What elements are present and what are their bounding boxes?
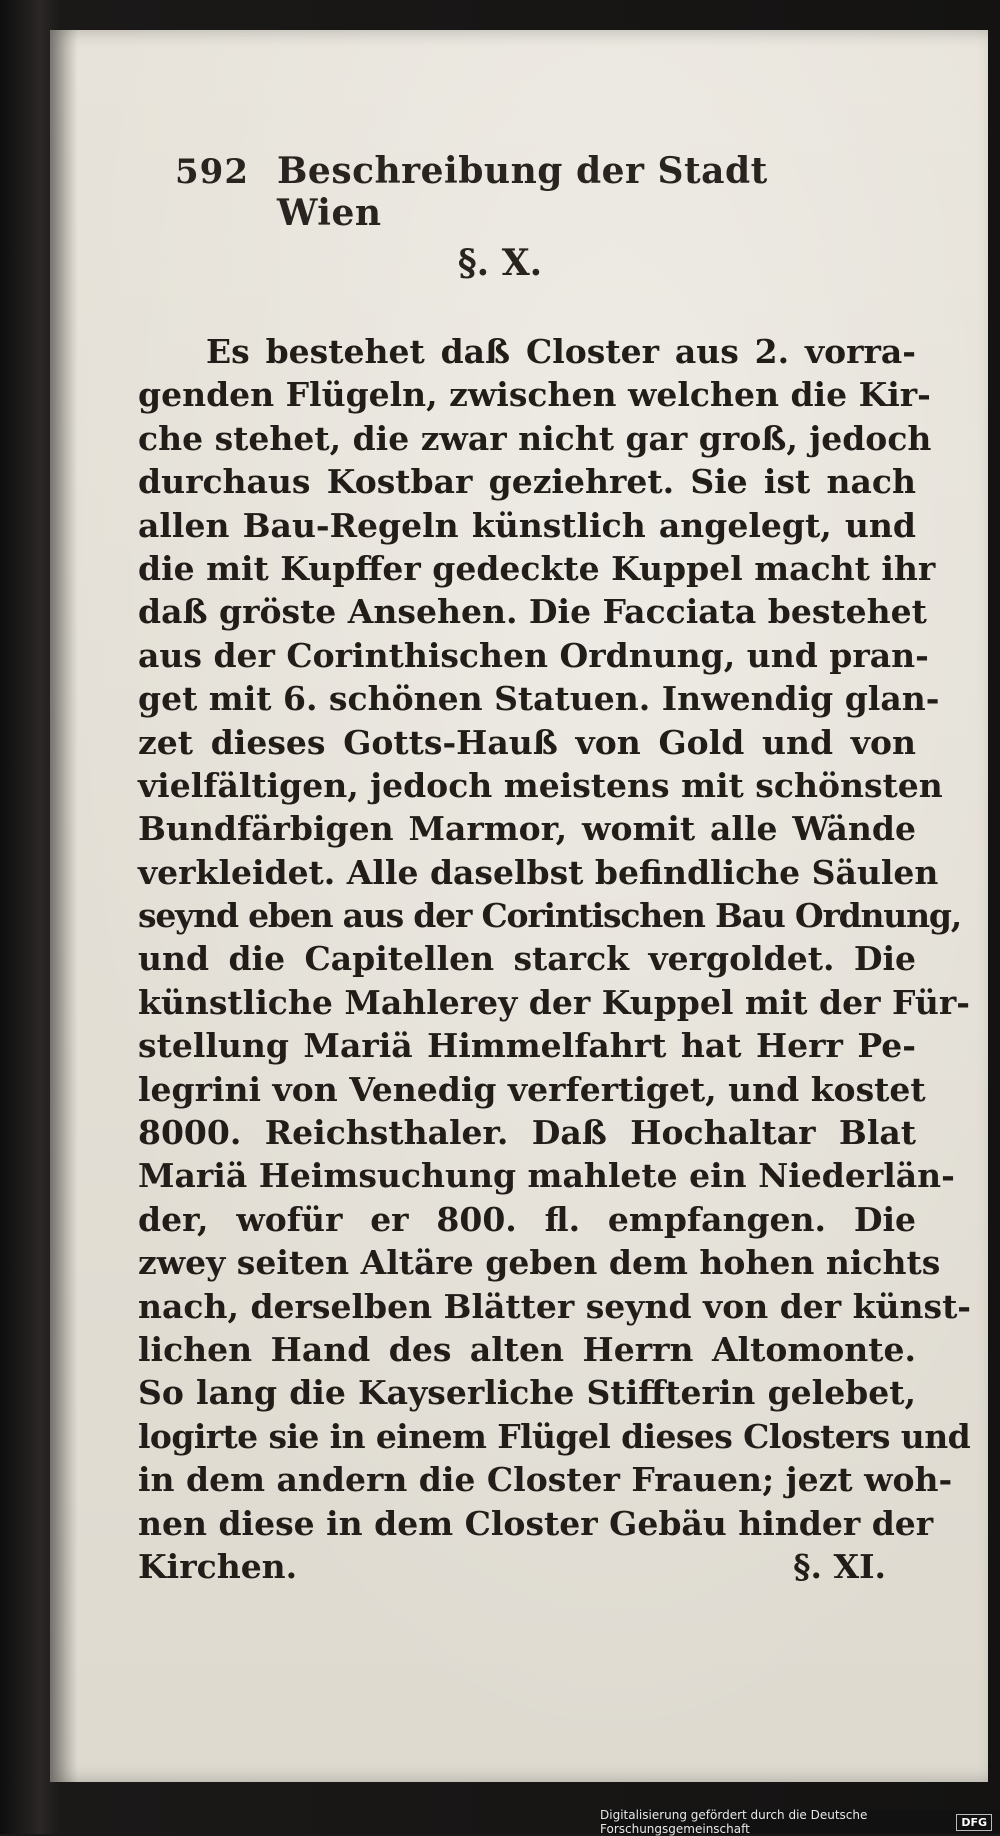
text-line: und die Capitellen starck vergoldet. Die xyxy=(138,939,916,979)
text-line: stellung Mariä Himmelfahrt hat Herr Pe- xyxy=(138,1026,916,1066)
text-line: künstliche Mahlerey der Kuppel mit der Für- xyxy=(138,982,970,1022)
text-line: legrini von Venedig verfertiget, und kostet xyxy=(138,1069,926,1109)
catchword: §. XI. xyxy=(793,1546,886,1586)
text-line: verkleidet. Alle daselbst befindliche Säulen xyxy=(138,852,939,892)
running-head: Beschreibung der Stadt Wien xyxy=(276,150,768,234)
text-line: seynd eben aus der Corintischen Bau Ordnung, xyxy=(138,896,962,936)
text-line: 8000. Reichsthaler. Daß Hochaltar Blat xyxy=(138,1113,916,1153)
text-line: nach, derselben Blätter seynd von der künst- xyxy=(138,1286,972,1326)
spine-shadow xyxy=(50,30,78,1782)
text-line: zwey seiten Altäre geben dem hohen nichts xyxy=(138,1243,941,1283)
page-number: 592 xyxy=(175,152,249,192)
text-line: in dem andern die Closter Frauen; jezt woh- xyxy=(138,1460,953,1500)
text-line: allen Bau-Regeln künstlich angelegt, und xyxy=(138,505,916,545)
text-line: daß gröste Ansehen. Die Facciata bestehet xyxy=(138,592,927,632)
text-line: der, wofür er 800. fl. empfangen. Die xyxy=(138,1199,916,1239)
text-line-final xyxy=(138,1545,916,1588)
body-text xyxy=(138,330,972,1588)
text-line: Bundfärbigen Marmor, womit alle Wände xyxy=(138,809,916,849)
text-line: Es bestehet daß Closter aus 2. vorra- xyxy=(206,332,916,371)
credit-text: Digitalisierung gefördert durch die Deutsche Forschungsgemeinschaft xyxy=(600,1808,868,1836)
dfg-logo: DFG xyxy=(956,1814,992,1831)
text-line: So lang die Kayserliche Stiffterin gelebet, xyxy=(138,1373,916,1413)
text-line: Mariä Heimsuchung mahlete ein Niederlän- xyxy=(138,1156,955,1196)
text-line: lichen Hand des alten Herrn Altomonte. xyxy=(138,1329,916,1369)
page-header xyxy=(175,150,875,234)
text-line: aus der Corinthischen Ordnung, und pran- xyxy=(138,635,929,675)
text-line: die mit Kupffer gedeckte Kuppel macht ihr xyxy=(138,548,936,588)
text-line: vielfältigen, jedoch meistens mit schönsten xyxy=(138,765,943,805)
text-line: get mit 6. schönen Statuen. Inwendig glan- xyxy=(138,679,940,719)
final-word: Kirchen. xyxy=(138,1546,298,1586)
digitization-credit xyxy=(600,1810,1000,1834)
text-line: logirte sie in einem Flügel dieses Closters und xyxy=(138,1416,971,1456)
text-line: che stehet, die zwar nicht gar groß, jedoch xyxy=(138,418,932,458)
text-line: nen diese in dem Closter Gebäu hinder der xyxy=(138,1503,934,1543)
text-line: durchaus Kostbar geziehret. Sie ist nach xyxy=(138,462,916,502)
section-heading: §. X. xyxy=(457,242,543,284)
text-line: genden Flügeln, zwischen welchen die Kir- xyxy=(138,375,931,415)
text-line: zet dieses Gotts-Hauß von Gold und von xyxy=(138,722,916,762)
